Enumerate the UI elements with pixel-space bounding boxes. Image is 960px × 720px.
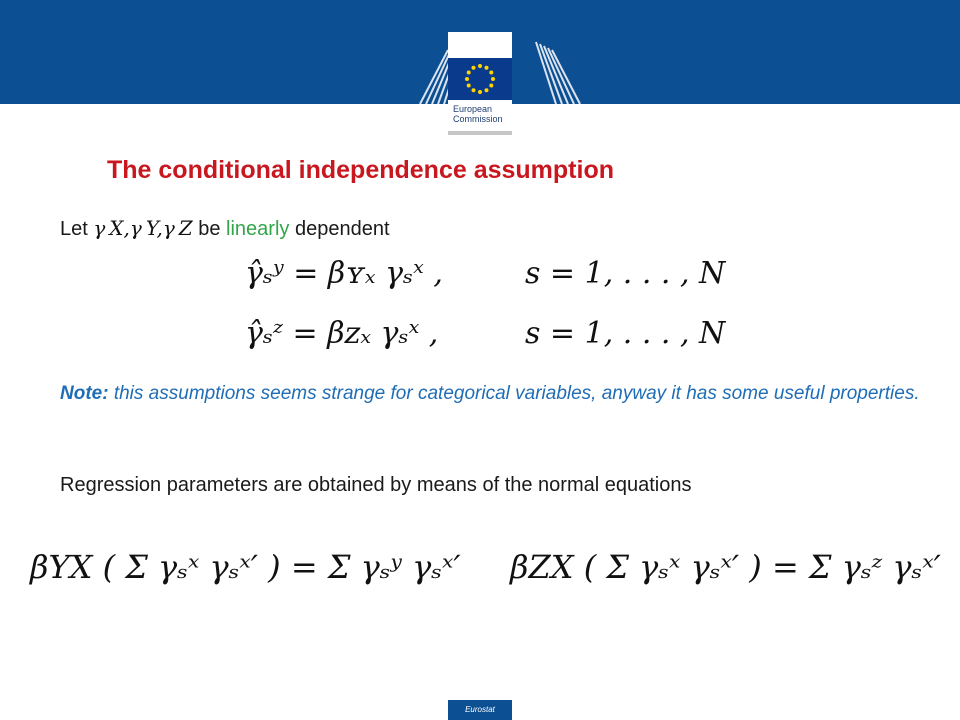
- let-line: [60, 216, 390, 241]
- logo-line-european: European: [453, 104, 493, 114]
- note-paragraph: [60, 378, 920, 409]
- equation-1-rhs: s = 1, . . . , N: [525, 256, 726, 291]
- linearly-word: linearly: [226, 218, 290, 240]
- equation-2-rhs: s = 1, . . . , N: [525, 316, 726, 351]
- dependent-word: dependent: [289, 218, 390, 240]
- regression-text: Regression parameters are obtained by means of the normal equations: [60, 474, 692, 496]
- gamma-variables: γ X,γ Y,γ Z: [93, 216, 193, 240]
- be-word: be: [192, 218, 227, 240]
- logo-line-commission: Commission: [453, 114, 503, 124]
- normal-equation-1: βYX ( Σ γₛˣ γₛˣ′ ) = Σ γₛʸ γₛˣ′: [30, 548, 461, 586]
- note-text: this assumptions seems strange for categorical variables, anyway it has some useful properties.: [108, 383, 920, 404]
- note-label: Note:: [60, 383, 109, 404]
- normal-equation-2: βZX ( Σ γₛˣ γₛˣ′ ) = Σ γₛᶻ γₛˣ′: [510, 548, 941, 586]
- let-prefix: Let: [60, 218, 94, 240]
- logo-text: [453, 104, 503, 124]
- footer-eurostat-label: Eurostat: [448, 700, 512, 720]
- equation-1-lhs: γ̂ₛʸ = βʏₓ γₛˣ ,: [245, 256, 443, 291]
- eu-flag-icon: [448, 58, 512, 100]
- equation-2-lhs: γ̂ₛᶻ = βᴢₓ γₛˣ ,: [245, 316, 439, 351]
- logo-underline: [448, 131, 512, 135]
- slide-title: The conditional independence assumption: [107, 156, 614, 184]
